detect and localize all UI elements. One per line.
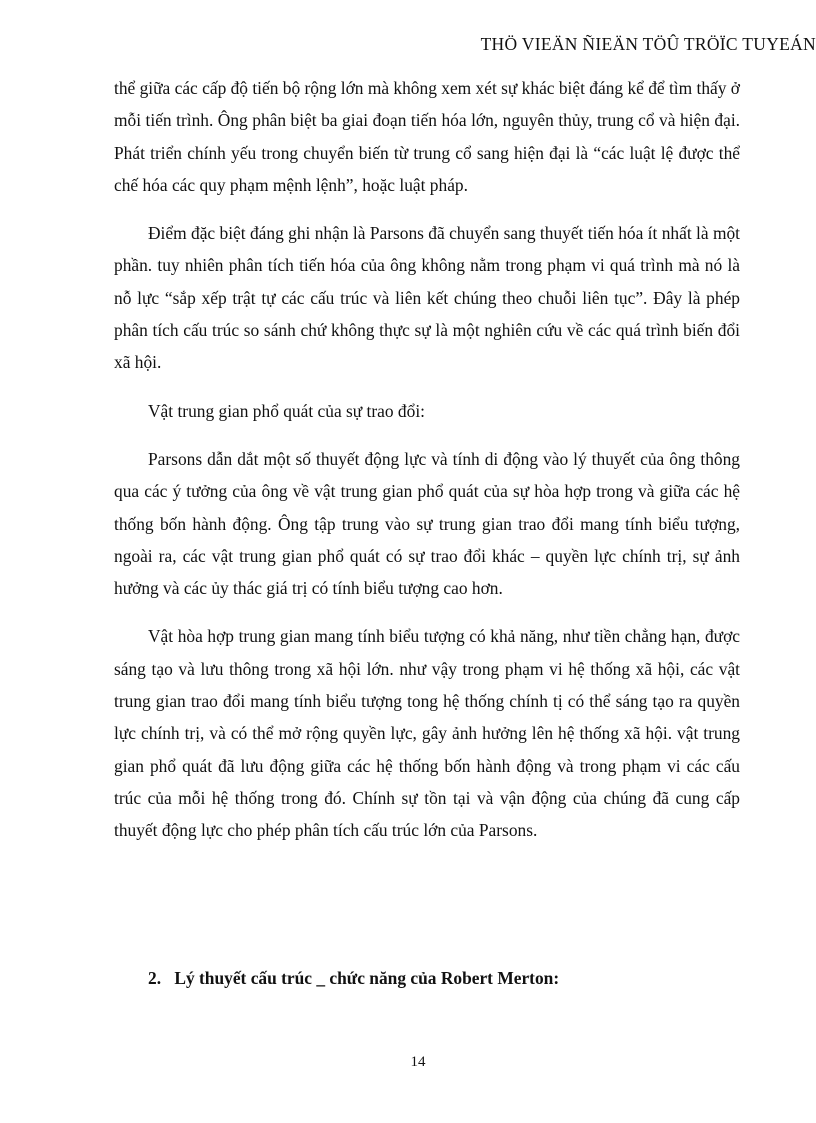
subsection-title: Vật trung gian phổ quát của sự trao đổi:	[148, 400, 425, 421]
paragraph-evolution: Điểm đặc biệt đáng ghi nhận là Parsons đã chuyển sang thuyết tiến hóa ít nhất là một phần. tuy nhiên phân tích tiến hóa của ông không nằm trong phạm vi quá trình mà nó là nỗ lực “sắp xếp trật tự các cấu trúc và liên kết chúng theo chuỗi liên tục”. Đây là phép phân tích cấu trúc so sánh chứ không thực sự là một nghiên cứu về các quá trình biến đổi xã hội.	[114, 223, 740, 373]
section-heading	[148, 962, 748, 994]
page-number: 14	[410, 1054, 426, 1070]
paragraph-symbolic-media: Vật hòa hợp trung gian mang tính biểu tượng có khả năng, như tiền chẳng hạn, được sáng tạo và lưu thông trong xã hội lớn. như vậy trong phạm vi hệ thống xã hội, các vật trung gian trao đổi mang tính biểu tượng tong hệ thống chính tị có thể sáng tạo ra quyền lực chính trị, và có thể mở rộng quyền lực, gây ảnh hưởng lên hệ thống xã hội. vật trung gian phổ quát đã lưu động giữa các hệ thống bốn hành động và trong phạm vi các cấu trúc của mỗi hệ thống trong đó. Chính sự tồn tại và vận động của chúng đã cung cấp thuyết động lực cho phép phân tích cấu trúc lớn của Parsons.	[114, 626, 740, 841]
page-header: THÖ VIEÄN ÑIEÄN TÖÛ TRÖÏC TUYEÁN	[480, 34, 816, 54]
section-number: 2.	[148, 968, 162, 988]
paragraph-dynamics: Parsons dẫn dắt một số thuyết động lực và tính di động vào lý thuyết của ông thông qua các ý tưởng của ông về vật trung gian phổ quát của sự hòa hợp trong và giữa các hệ thống bốn hành động. Ông tập trung vào sự trung gian trao đổi mang tính biểu tượng, ngoài ra, các vật trung gian phổ quát có sự trao đổi khác – quyền lực chính trị, sự ảnh hưởng và các ủy thác giá trị có tính biểu tượng cao hơn.	[114, 448, 740, 599]
paragraph-continuation: thể giữa các cấp độ tiến bộ rộng lớn mà không xem xét sự khác biệt đáng kể để tìm thấy ở mỗi tiến trình. Ông phân biệt ba giai đoạn tiến hóa lớn, nguyên thủy, trung cổ và hiện đại. Phát triển chính yếu trong chuyển biến từ trung cổ sang hiện đại là “các luật lệ được thể chế hóa các quy phạm mệnh lệnh”, hoặc luật pháp.	[114, 78, 740, 195]
document-body	[114, 72, 740, 847]
section-title: Lý thuyết cấu trúc _ chức năng của Robert Merton:	[174, 968, 560, 988]
